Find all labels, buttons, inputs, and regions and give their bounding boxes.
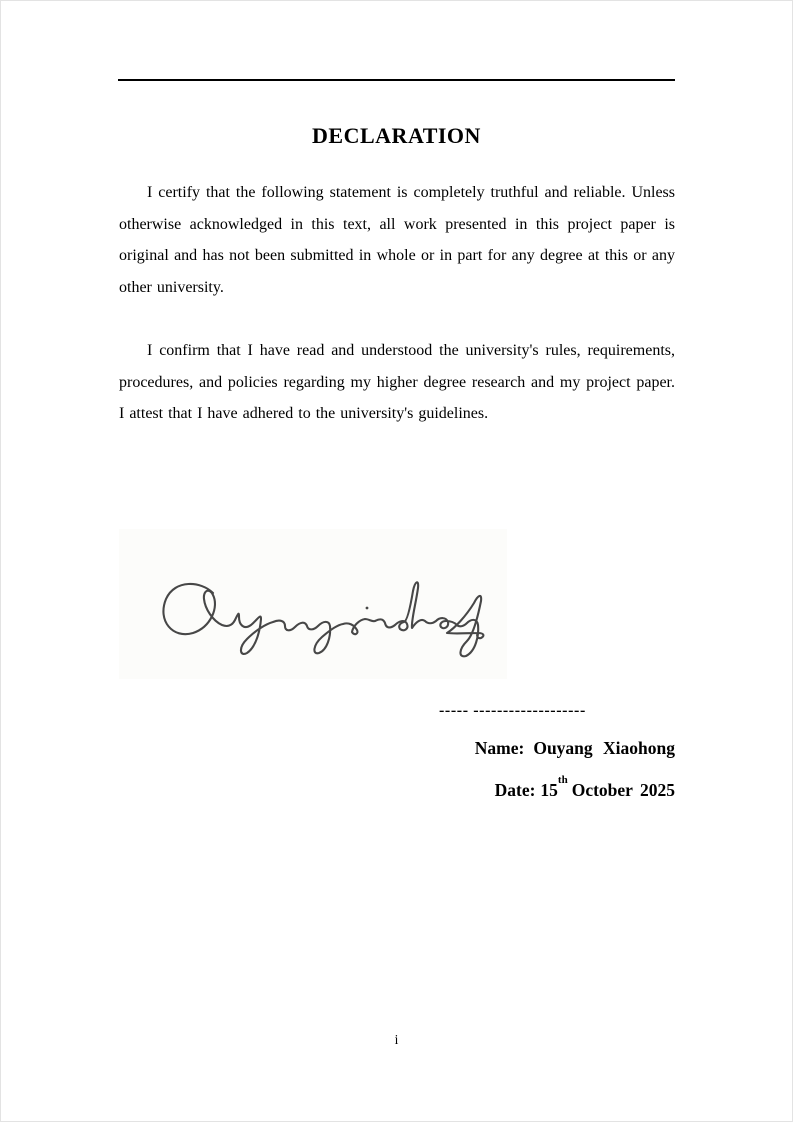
date-line [494,773,675,801]
page-title: DECLARATION [312,123,481,148]
declaration-paragraph-1: I certify that the following statement is completely truthful and reliable. Unless otherwise acknowledged in this text, all work presented in this project paper is original and has not been submitted in whole or in part for any degree at this or any other university. [119,184,675,296]
date-day: 15 [540,780,558,800]
handwritten-signature-icon [119,529,507,679]
name-value: Ouyang Xiaohong [533,738,675,758]
date-label: Date: [494,780,536,800]
declaration-paragraph-2: I confirm that I have read and understood the university's rules, requirements, procedures, and policies regarding my higher degree research and my project paper. I attest that I have adhered to the university's guidelines. [119,342,675,422]
page-number: i [394,1032,399,1047]
signature-dash-line: ----- ------------------- [439,702,586,719]
name-line [475,738,675,759]
name-label: Name: [474,738,525,758]
date-ordinal: th [557,773,568,786]
signature-image [119,529,507,679]
date-rest: October 2025 [571,780,675,800]
header-rule [118,79,675,81]
